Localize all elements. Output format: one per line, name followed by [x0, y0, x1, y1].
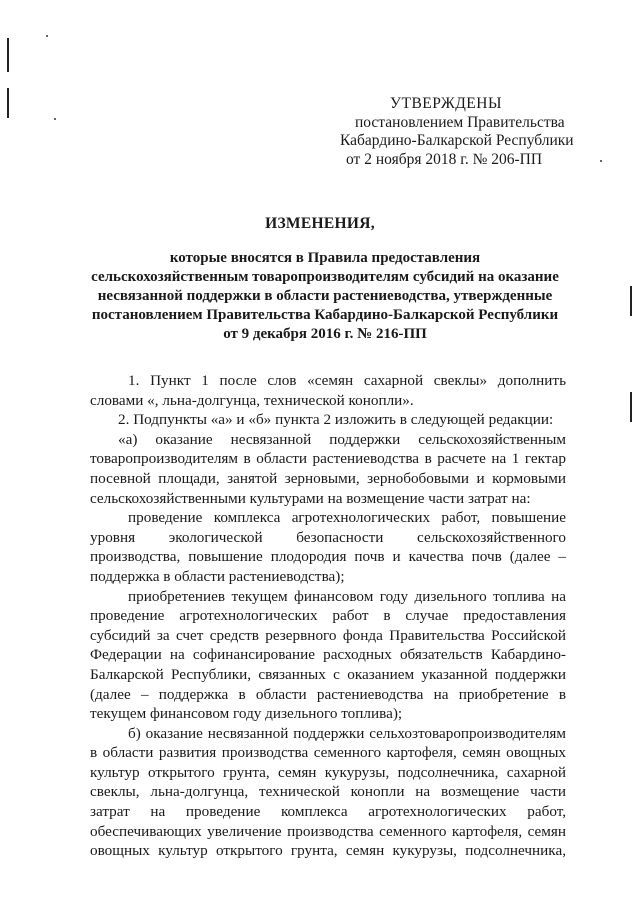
subheading-line: сельскохозяйственным товаропроизводителям субсидий на оказание	[91, 269, 559, 285]
scan-artifact-dot	[54, 118, 56, 120]
body-line: 2. Подпункты «а» и «б» пункта 2 изложить в следующей редакции:	[118, 411, 554, 429]
approval-line: постановлением Правительства	[355, 113, 565, 131]
body-line: овощных культур открытого грунта, семян кукурузы, подсолнечника,	[90, 842, 566, 860]
body-line: уровня экологической безопасности сельскохозяйственного	[90, 528, 566, 546]
scan-artifact-dot	[46, 35, 48, 37]
body-line: затрат на проведение комплекса агротехнологических работ,	[90, 803, 566, 821]
body-line: производства, повышение плодородия почв и качества почв (далее –	[90, 548, 566, 566]
body-line: посевной площади, занятой зерновыми, зернобобовыми и кормовыми	[90, 469, 566, 487]
body-line: поддержка в области растениеводства);	[90, 567, 345, 585]
approval-title: УТВЕРЖДЕНЫ	[390, 95, 502, 112]
scan-artifact-dot	[600, 160, 602, 162]
subheading-line: несвязанной поддержки в области растениеводства, утвержденные	[97, 288, 553, 304]
body-line: Федерации на софинансирование расходных обязательств Кабардино-	[90, 646, 566, 664]
body-line: товаропроизводителям в области растениеводства в расчете на 1 гектар	[90, 450, 566, 468]
subheading-line: которые вносятся в Правила предоставления	[169, 250, 481, 266]
scan-artifact-mark	[7, 38, 9, 72]
scan-artifact-mark	[7, 88, 9, 118]
approval-line: Кабардино-Балкарской Республики	[340, 132, 574, 149]
body-line: б) оказание несвязанной поддержки сельхозтоваропроизводителям	[128, 724, 566, 742]
approval-stamp-block	[330, 95, 600, 169]
subheading-line: постановлением Правительства Кабардино-Балкарской Республики	[91, 307, 559, 323]
body-line: субсидий за счет средств резервного фонда Правительства Российской	[90, 626, 566, 644]
document-body	[90, 371, 566, 861]
body-line: культур открытого грунта, семян кукурузы, подсолнечника, сахарной	[90, 763, 566, 781]
body-line: приобретениев текущем финансовом году дизельного топлива на	[128, 587, 566, 605]
approval-line: от 2 ноября 2018 г. № 206-ПП	[346, 150, 543, 168]
body-line: «а) оказание несвязанной поддержки сельскохозяйственным	[118, 430, 566, 448]
body-line: словами «, льна-долгунца, технической конопли».	[90, 391, 414, 409]
body-line: (далее – поддержка в области растениеводства на приобретение в	[90, 685, 566, 703]
body-line: проведение комплекса агротехнологических работ, повышение	[128, 509, 566, 527]
body-line: проведение агротехнологических работ в случае предоставления	[90, 607, 566, 625]
body-line: свеклы, льна-долгунца, технической конопли на возмещение части	[90, 783, 566, 801]
subheading-line: от 9 декабря 2016 г. № 216-ПП	[223, 326, 427, 342]
body-line: обеспечивающих увеличение производства семенного картофеля, семян	[90, 822, 566, 840]
document-subheading	[85, 249, 565, 344]
body-line: в области развития производства семенного картофеля, семян овощных	[90, 744, 566, 762]
body-line: Балкарской Республики, связанных с оказанием указанной поддержки	[90, 665, 566, 683]
scan-artifact-mark	[630, 286, 632, 316]
document-heading: ИЗМЕНЕНИЯ,	[265, 215, 375, 232]
body-line: сельскохозяйственными культурами на возмещение части затрат на:	[90, 489, 531, 507]
body-line: текущем финансовом году дизельного топлива);	[90, 705, 403, 723]
scan-artifact-mark	[630, 392, 632, 422]
body-line: 1. Пункт 1 после слов «семян сахарной свеклы» дополнить	[128, 372, 566, 389]
